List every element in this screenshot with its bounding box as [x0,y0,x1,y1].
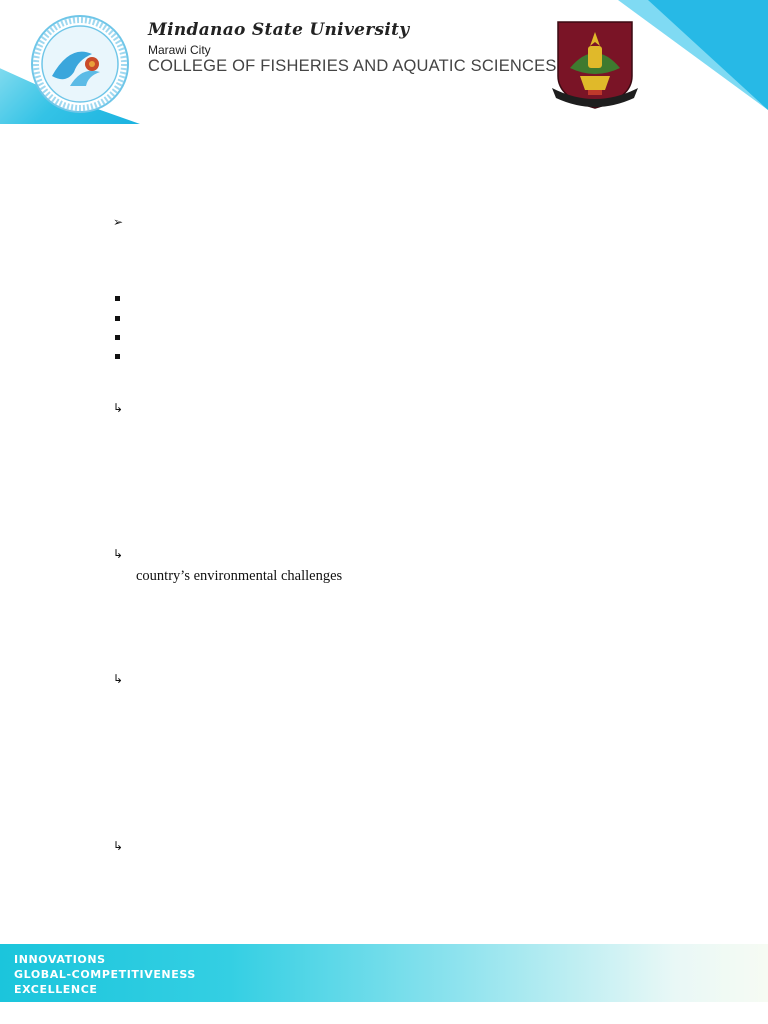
arrowhead-bullet-icon: ➢ [113,215,124,229]
cfas-seal-logo [30,14,130,114]
square-bullet-icon [115,354,120,359]
hook-arrow-bullet-icon: ↳ [113,401,124,415]
square-bullet-icon [115,335,120,340]
body-text-line: country’s environmental challenges [136,568,343,584]
college-name: COLLEGE OF FISHERIES AND AQUATIC SCIENCES [148,57,557,75]
footer-line-innovations: INNOVATIONS [14,953,106,966]
msu-crest-logo [550,18,640,114]
square-bullet-icon [115,316,120,321]
university-name: Mindanao State University [148,20,410,40]
square-bullet-icon [115,296,120,301]
footer-banner [0,944,768,1002]
footer-line-excellence: EXCELLENCE [14,983,98,996]
hook-arrow-bullet-icon: ↳ [113,672,124,686]
hook-arrow-bullet-icon: ↳ [113,839,124,853]
footer-line-global: GLOBAL-COMPETITIVENESS [14,968,196,981]
university-city: Marawi City [148,43,211,57]
hook-arrow-bullet-icon: ↳ [113,547,124,561]
